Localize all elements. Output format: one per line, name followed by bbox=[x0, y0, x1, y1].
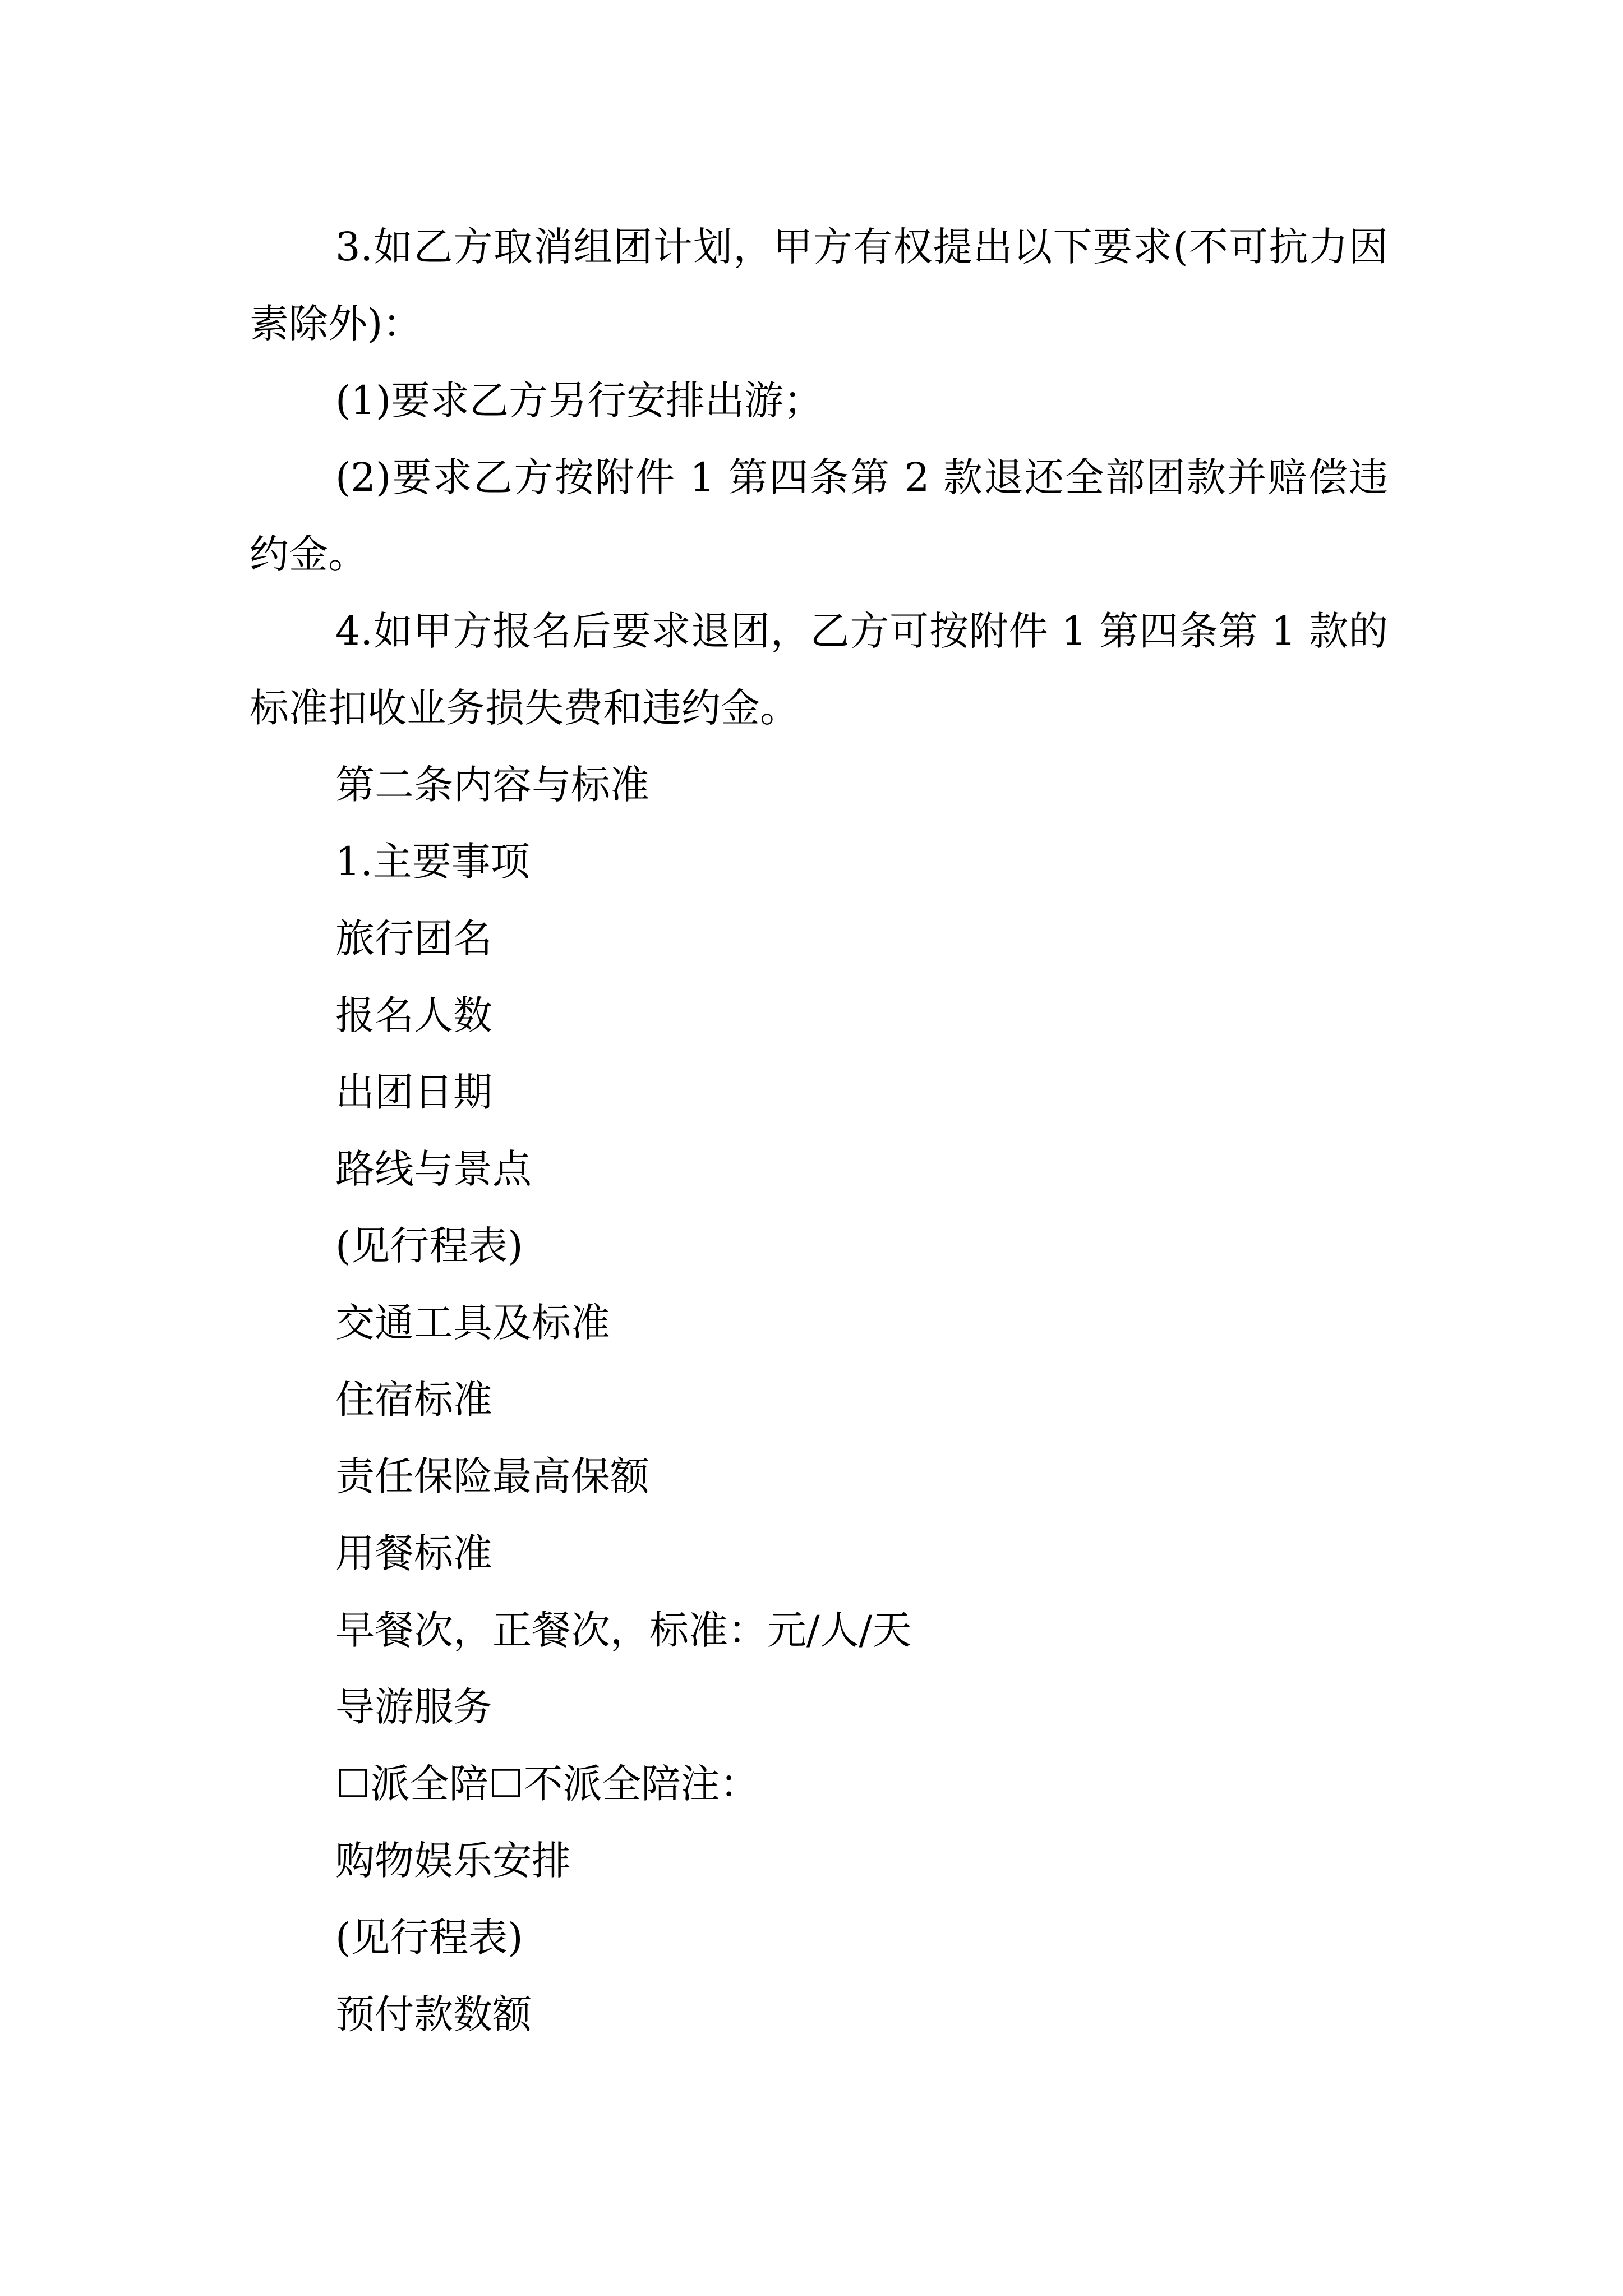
note-see-itinerary-2: (见行程表) bbox=[335, 1915, 523, 1961]
field-liability-insurance: 责任保险最高保额 bbox=[335, 1453, 649, 1499]
section-heading-content-standards: 第二条内容与标准 bbox=[335, 762, 649, 808]
field-accommodation-standard: 住宿标准 bbox=[335, 1377, 492, 1423]
clause-4-withdrawal: 4.如甲方报名后要求退团，乙方可按附件 1 第四条第 1 款的标准扣收业务损失费和违约金。 bbox=[250, 608, 1388, 731]
item-main-matters: 1.主要事项 bbox=[335, 839, 530, 885]
field-meal-standard: 用餐标准 bbox=[335, 1530, 492, 1576]
field-meal-detail: 早餐次，正餐次，标准：元/人/天 bbox=[335, 1607, 912, 1653]
field-departure-date: 出团日期 bbox=[335, 1069, 492, 1115]
document-page bbox=[250, 209, 1388, 2053]
field-shopping-entertainment: 购物娱乐安排 bbox=[335, 1838, 571, 1884]
field-guide-service: 导游服务 bbox=[335, 1684, 492, 1730]
clause-3-option-2: (2)要求乙方按附件 1 第四条第 2 款退还全部团款并赔偿违约金。 bbox=[250, 454, 1388, 577]
note-see-itinerary: (见行程表) bbox=[335, 1223, 523, 1269]
field-prepayment-amount: 预付款数额 bbox=[335, 1991, 532, 2037]
field-escort-options: ☐派全陪☐不派全陪注： bbox=[335, 1761, 759, 1807]
field-enrollment-count: 报名人数 bbox=[335, 992, 492, 1038]
field-route-attractions: 路线与景点 bbox=[335, 1146, 532, 1192]
clause-3-cancellation: 3.如乙方取消组团计划，甲方有权提出以下要求(不可抗力因素除外)： bbox=[250, 224, 1388, 347]
field-tour-name: 旅行团名 bbox=[335, 915, 492, 961]
field-transport-standard: 交通工具及标准 bbox=[335, 1300, 610, 1346]
clause-3-option-1: (1)要求乙方另行安排出游； bbox=[335, 378, 823, 424]
